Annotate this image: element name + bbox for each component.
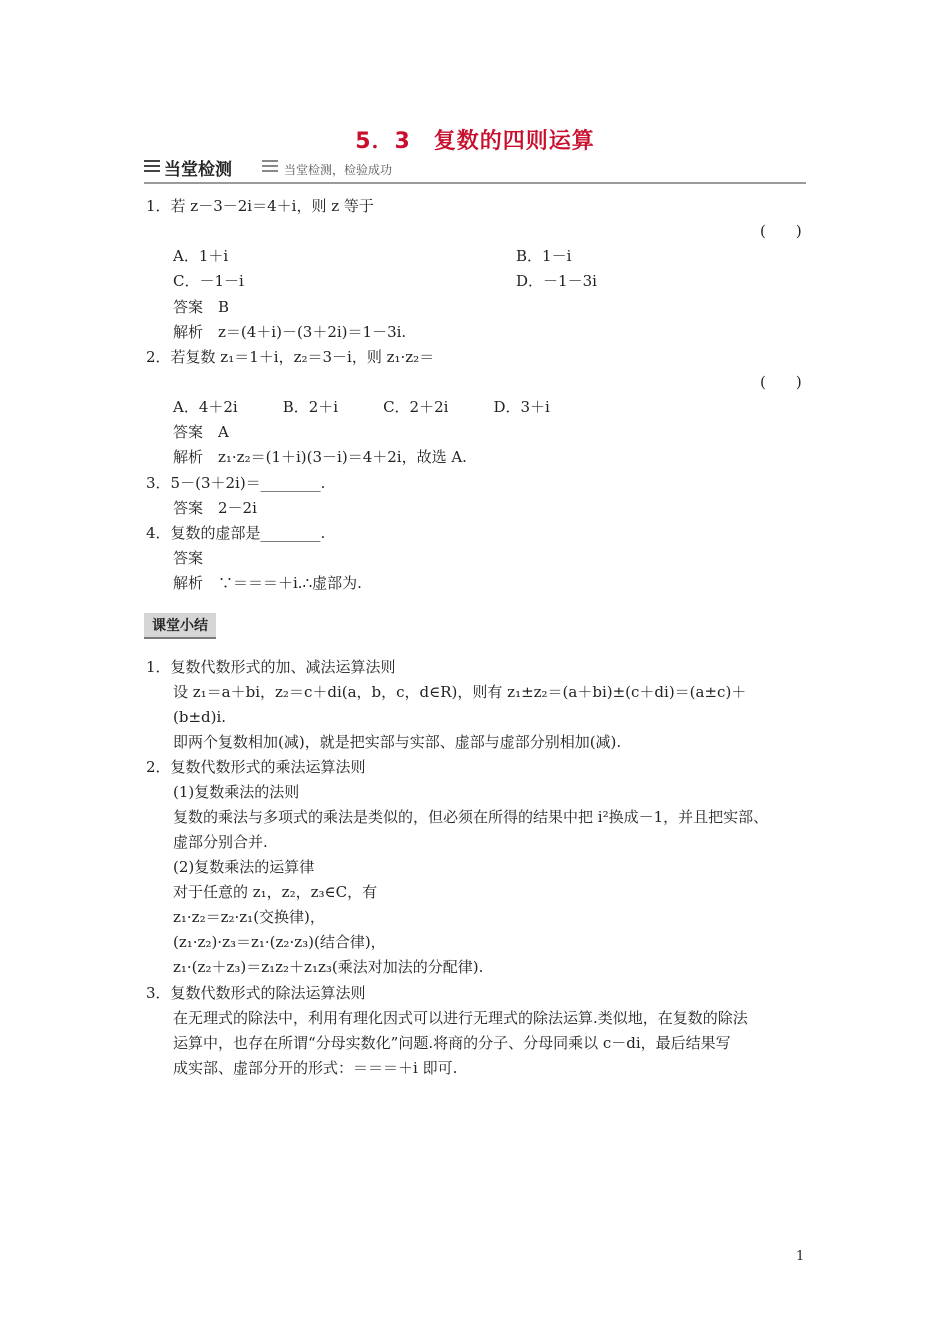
q3-stem: 3．5－(3＋2i)＝________. xyxy=(146,474,326,492)
summary-2-formula: z₁·(z₂＋z₃)＝z₁z₂＋z₁z₃(乘法对加法的分配律). xyxy=(173,958,484,976)
summary-3-line: 成实部、虚部分开的形式：＝＝＝＋i 即可. xyxy=(173,1059,458,1077)
summary-2-title: 2．复数代数形式的乘法运算法则 xyxy=(146,758,366,776)
q2-answer-blank: ( ) xyxy=(760,373,802,391)
q1-answer: 答案 B xyxy=(173,298,230,316)
q1-option-a: A．1＋i xyxy=(173,247,229,265)
summary-1-line: (b±d)i. xyxy=(173,708,227,726)
q2-stem: 2．若复数 z₁＝1＋i，z₂＝3－i，则 z₁·z₂＝ xyxy=(146,348,435,366)
summary-2-line: 对于任意的 z₁，z₂，z₃∈C，有 xyxy=(173,883,378,901)
summary-badge: 课堂小结 xyxy=(144,613,216,639)
q1-option-b: B．1－i xyxy=(516,247,572,265)
q4-analysis: 解析 ∵＝＝＝＋i.∴虚部为. xyxy=(173,574,362,592)
header-stripes-icon xyxy=(144,160,160,175)
section-subtitle: 当堂检测，检验成功 xyxy=(284,163,393,177)
page-title: 5．3 复数的四则运算 xyxy=(355,129,595,154)
summary-3-line: 运算中，也存在所谓“分母实数化”问题.将商的分子、分母同乘以 c－di，最后结果写 xyxy=(173,1034,731,1052)
summary-2-line: 虚部分别合并. xyxy=(173,833,268,851)
summary-2-subtitle: (2)复数乘法的运算律 xyxy=(173,858,315,876)
q1-analysis: 解析 z＝(4＋i)－(3＋2i)＝1－3i. xyxy=(173,323,407,341)
summary-2-formula: z₁·z₂＝z₂·z₁(交换律)， xyxy=(173,908,325,926)
q2-analysis: 解析 z₁·z₂＝(1＋i)(3－i)＝4＋2i，故选 A. xyxy=(173,448,467,466)
q2-answer: 答案 A xyxy=(173,423,229,441)
q2-options: A．4＋2i B．2＋i C．2＋2i D．3＋i xyxy=(173,398,550,416)
section-header-check xyxy=(144,152,806,184)
q1-stem: 1．若 z－3－2i＝4＋i，则 z 等于 xyxy=(146,197,374,215)
q1-option-d: D．－1－3i xyxy=(516,272,597,290)
q1-option-c: C．－1－i xyxy=(173,272,244,290)
summary-3-line: 在无理式的除法中，利用有理化因式可以进行无理式的除法运算.类似地，在复数的除法 xyxy=(173,1009,748,1027)
header-stripes-icon xyxy=(262,160,278,175)
q4-stem: 4．复数的虚部是________. xyxy=(146,524,326,542)
summary-1-title: 1．复数代数形式的加、减法运算法则 xyxy=(146,658,396,676)
q1-answer-blank: ( ) xyxy=(760,222,802,240)
page-number: 1 xyxy=(796,1249,805,1264)
q3-answer: 答案 2－2i xyxy=(173,499,257,517)
summary-2-line: 复数的乘法与多项式的乘法是类似的，但必须在所得的结果中把 i²换成－1，并且把实部、 xyxy=(173,808,769,826)
q4-answer: 答案 xyxy=(173,549,204,567)
summary-2-formula: (z₁·z₂)·z₃＝z₁·(z₂·z₃)(结合律)， xyxy=(173,933,386,951)
summary-1-line: 设 z₁＝a＋bi，z₂＝c＋di(a，b，c，d∈R)，则有 z₁±z₂＝(a＋bi)±(c＋di)＝(a±c)＋ xyxy=(173,683,747,701)
summary-3-title: 3．复数代数形式的除法运算法则 xyxy=(146,984,366,1002)
summary-1-line: 即两个复数相加(减)，就是把实部与实部、虚部与虚部分别相加(减). xyxy=(173,733,622,751)
summary-2-subtitle: (1)复数乘法的法则 xyxy=(173,783,300,801)
section-title: 当堂检测 xyxy=(164,160,232,180)
